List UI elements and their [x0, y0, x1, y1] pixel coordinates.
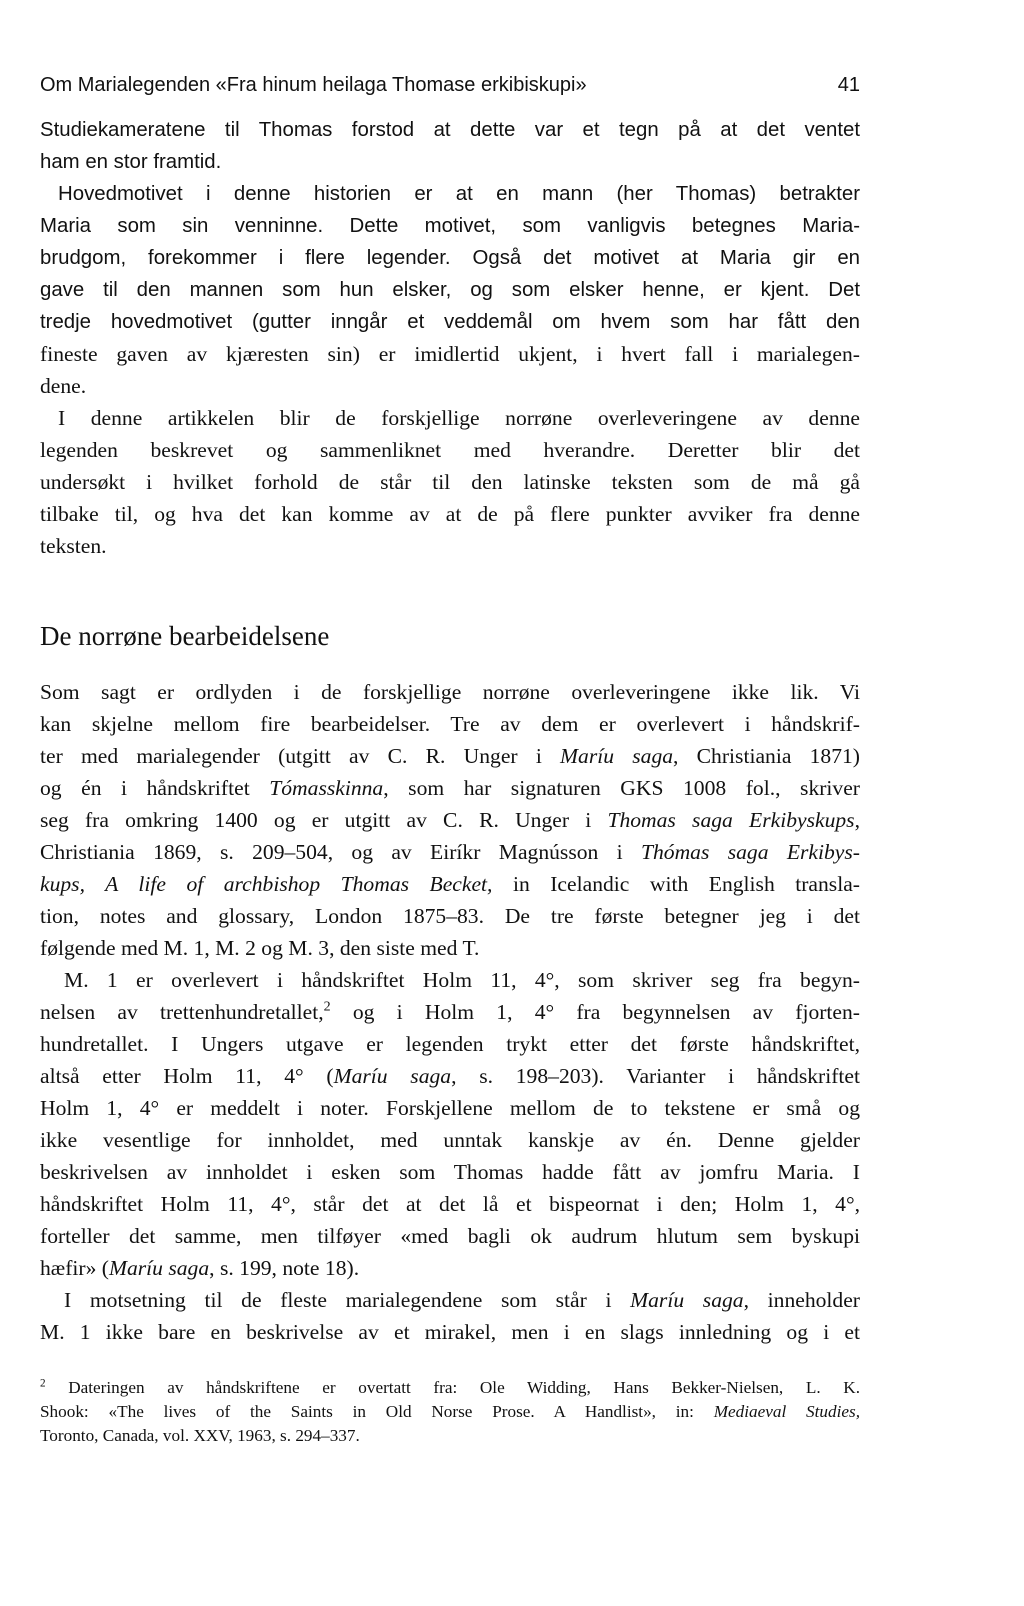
- text-line: altså etter Holm 11, 4° (Maríu saga, s. 198–203). Varianter i håndskriftet: [40, 1064, 860, 1088]
- text-line: Hovedmotivet i denne historien er at en mann (her Thomas) betrakter: [58, 183, 860, 205]
- text-line: hundretallet. I Ungers utgave er legenden trykt etter det første håndskriftet,: [40, 1032, 860, 1056]
- text-line: dene.: [40, 374, 87, 398]
- text-line: Maria som sin venninne. Dette motivet, som vanligvis betegnes Maria-: [40, 215, 860, 237]
- text-line: ham en stor framtid.: [40, 151, 222, 173]
- text-line: følgende med M. 1, M. 2 og M. 3, den siste med T.: [40, 936, 480, 960]
- text-line: håndskriftet Holm 11, 4°, står det at det lå et bispeornat i den; Holm 1, 4°,: [40, 1192, 860, 1216]
- text-line: forteller det samme, men tilføyer «med bagli ok audrum hlutum sem byskupi: [40, 1224, 860, 1248]
- text-line: hæfir» (Maríu saga, s. 199, note 18).: [40, 1256, 360, 1280]
- text-line: kan skjelne mellom fire bearbeidelser. Tre av dem er overlevert i håndskrif-: [40, 712, 860, 736]
- text-line: M. 1 ikke bare en beskrivelse av et mirakel, men i en slags innledning og i et: [40, 1320, 860, 1344]
- text-line: Christiania 1869, s. 209–504, og av Eiríkr Magnússon i Thómas saga Erkibys-: [40, 840, 860, 864]
- text-line: undersøkt i hvilket forhold de står til den latinske teksten som de må gå: [40, 470, 860, 494]
- text-line: nelsen av trettenhundretallet,$^2$ og i Holm 1, 4° fra begynnelsen av fjorten-: [40, 998, 860, 1024]
- text-line: kups, A life of archbishop Thomas Becket, in Icelandic with English transla-: [40, 872, 860, 896]
- text-line: tredje hovedmotivet (gutter inngår et veddemål om hvem som har fått den: [40, 311, 860, 333]
- footnote-number: 2: [40, 1377, 46, 1390]
- page-number: 41: [837, 74, 860, 96]
- running-head-title: Om Marialegenden «Fra hinum heilaga Thomase erkibiskupi»: [40, 74, 587, 96]
- text-line: legenden beskrevet og sammenliknet med hverandre. Deretter blir det: [40, 438, 860, 462]
- footnote-line: $^2$ Dateringen av håndskriftene er overtatt fra: Ole Widding, Hans Bekker-Nielsen, L. K.: [40, 1377, 860, 1397]
- text-line: Studiekameratene til Thomas forstod at dette var et tegn på at det ventet: [40, 119, 860, 141]
- text-line: seg fra omkring 1400 og er utgitt av C. R. Unger i Thomas saga Erkibyskups,: [40, 808, 860, 832]
- footnote-line: Toronto, Canada, vol. XXV, 1963, s. 294–337.: [40, 1426, 360, 1445]
- running-head: [40, 70, 860, 100]
- footnote-line: Shook: «The lives of the Saints in Old Norse Prose. A Handlist», in: Mediaeval Studies,: [40, 1402, 860, 1421]
- text-line: fineste gaven av kjæresten sin) er imidlertid ukjent, i hvert fall i marialegen-: [40, 342, 860, 366]
- text-line: beskrivelsen av innholdet i esken som Thomas hadde fått av jomfru Maria. I: [40, 1160, 860, 1184]
- text-line: gave til den mannen som hun elsker, og som elsker henne, er kjent. Det: [40, 279, 860, 301]
- text-line: teksten.: [40, 534, 107, 558]
- text-line: Holm 1, 4° er meddelt i noter. Forskjellene mellom de to tekstene er små og: [40, 1096, 860, 1120]
- text-line: og én i håndskriftet Tómasskinna, som har signaturen GKS 1008 fol., skriver: [40, 776, 860, 800]
- text-line: ter med marialegender (utgitt av C. R. Unger i Maríu saga, Christiania 1871): [40, 744, 860, 768]
- text-line: Som sagt er ordlyden i de forskjellige norrøne overleveringene ikke lik. Vi: [40, 680, 860, 704]
- text-line: I denne artikkelen blir de forskjellige norrøne overleveringene av denne: [58, 406, 860, 430]
- text-line: brudgom, forekommer i flere legender. Også det motivet at Maria gir en: [40, 247, 860, 269]
- text-line: tion, notes and glossary, London 1875–83. De tre første betegner jeg i det: [40, 904, 860, 928]
- section-heading: De norrøne bearbeidelsene: [40, 621, 330, 651]
- text-line: M. 1 er overlevert i håndskriftet Holm 11, 4°, som skriver seg fra begyn-: [64, 968, 860, 992]
- text-line: I motsetning til de fleste marialegendene som står i Maríu saga, inneholder: [64, 1288, 860, 1312]
- footnote-ref: 2: [323, 998, 331, 1015]
- text-line: ikke vesentlige for innholdet, med unntak kanskje av én. Denne gjelder: [40, 1128, 860, 1152]
- text-line: tilbake til, og hva det kan komme av at de på flere punkter avviker fra denne: [40, 502, 860, 526]
